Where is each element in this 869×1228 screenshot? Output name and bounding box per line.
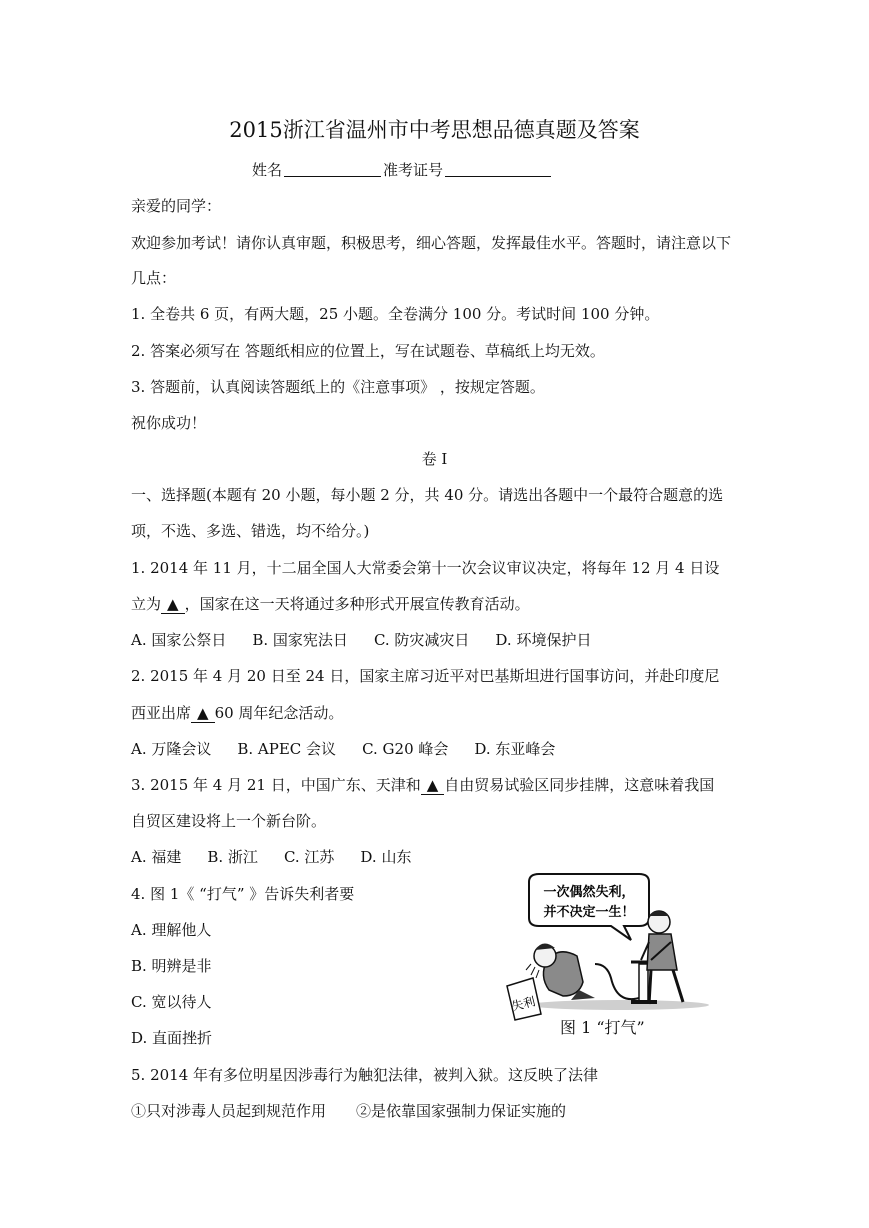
q2-line-1: 2. 2015 年 4 月 20 日至 24 日，国家主席习近平对巴基斯坦进行国事访问，并赴印度尼 (131, 667, 720, 685)
q1-pre: 立为 (131, 595, 162, 613)
q5-stem: 5. 2014 年有多位明星因涉毒行为触犯法律，被判入狱。这反映了法律 (131, 1066, 599, 1084)
q1-answer-blank[interactable]: ▲ (161, 595, 185, 614)
figure-caption: 图 1 “打气” (560, 1018, 645, 1037)
q5-items: ①只对涉毒人员起到规范作用 ②是依靠国家强制力保证实施的 (131, 1102, 567, 1120)
q2-option-d[interactable]: D. 东亚峰会 (474, 740, 556, 758)
q2-line-2 (131, 703, 343, 723)
id-label: 准考证号 (383, 161, 444, 179)
q1-line-2 (131, 594, 530, 614)
section-title: 卷 I (421, 450, 448, 468)
paper-text: 失利 (510, 994, 537, 1014)
q1-options (131, 630, 617, 650)
q2-option-a[interactable]: A. 万隆会议 (131, 740, 212, 758)
q1-option-d[interactable]: D. 环境保护日 (495, 631, 592, 649)
q3-post: 自由贸易试验区同步挂牌，这意味着我国 (444, 776, 715, 794)
speech-bubble (529, 874, 649, 940)
q4-option-b[interactable]: B. 明辨是非 (131, 957, 212, 975)
q2-answer-blank[interactable]: ▲ (191, 704, 215, 723)
q1-line-1: 1. 2014 年 11 月，十二届全国人大常委会第十一次会议审议决定，将每年 12 月 4 日设 (131, 559, 720, 577)
name-label: 姓名 (252, 161, 283, 179)
candidate-info (252, 160, 553, 180)
q3-options (131, 847, 437, 867)
q3-option-a[interactable]: A. 福建 (131, 848, 182, 866)
bubble-text-1: 一次偶然失利， (543, 885, 635, 900)
q3-answer-blank[interactable]: ▲ (421, 776, 445, 795)
q3-line-1 (131, 775, 714, 795)
name-blank[interactable] (284, 161, 381, 177)
q2-option-c[interactable]: C. G20 峰会 (362, 740, 449, 758)
failure-paper (507, 978, 541, 1020)
q4-option-a[interactable]: A. 理解他人 (131, 921, 212, 939)
q3-option-b[interactable]: B. 浙江 (207, 848, 258, 866)
instructions-line-1: 一、选择题(本题有 20 小题，每小题 2 分，共 40 分。请选出各题中一个最符合题意的选 (131, 486, 724, 504)
q3-option-c[interactable]: C. 江苏 (283, 848, 335, 866)
intro-line-1: 欢迎参加考试！请你认真审题，积极思考，细心答题，发挥最佳水平。答题时，请注意以下 (131, 234, 732, 252)
note-3: 3. 答题前，认真阅读答题纸上的《注意事项》 ，按规定答题。 (131, 378, 545, 396)
bubble-text-2: 并不决定一生！ (543, 905, 635, 920)
greeting: 亲爱的同学： (131, 197, 222, 215)
id-blank[interactable] (445, 161, 551, 177)
q2-post: 60 周年纪念活动。 (214, 704, 344, 722)
q4-stem: 4. 图 1《 “打气” 》告诉失利者要 (131, 885, 355, 903)
note-1: 1. 全卷共 6 页，有两大题，25 小题。全卷满分 100 分。考试时间 100 分钟。 (131, 305, 660, 323)
q1-option-c[interactable]: C. 防灾减灾日 (373, 631, 470, 649)
q3-line-2: 自贸区建设将上一个新台阶。 (131, 812, 327, 830)
q2-option-b[interactable]: B. APEC 会议 (237, 740, 337, 758)
q3-option-d[interactable]: D. 山东 (360, 848, 412, 866)
q4-option-c[interactable]: C. 宽以待人 (131, 993, 212, 1011)
q2-pre: 西亚出席 (131, 704, 192, 722)
wish: 祝你成功！ (131, 414, 207, 432)
page-title: 2015浙江省温州市中考思想品德真题及答案 (229, 118, 640, 142)
instructions-line-2: 项，不选、多选、错选，均不给分。) (131, 522, 370, 540)
q4-option-d[interactable]: D. 直面挫折 (131, 1029, 213, 1047)
intro-line-2: 几点： (131, 269, 177, 287)
note-2: 2. 答案必须写在 答题纸相应的位置上，写在试题卷、草稿纸上均无效。 (131, 342, 605, 360)
q2-options (131, 739, 581, 759)
q3-pre: 3. 2015 年 4 月 21 日，中国广东、天津和 (131, 776, 421, 794)
q1-option-a[interactable]: A. 国家公祭日 (131, 631, 227, 649)
pump-cartoon-figure (499, 872, 711, 1022)
q1-option-b[interactable]: B. 国家宪法日 (252, 631, 348, 649)
q1-post: ，国家在这一天将通过多种形式开展宣传教育活动。 (184, 595, 530, 613)
